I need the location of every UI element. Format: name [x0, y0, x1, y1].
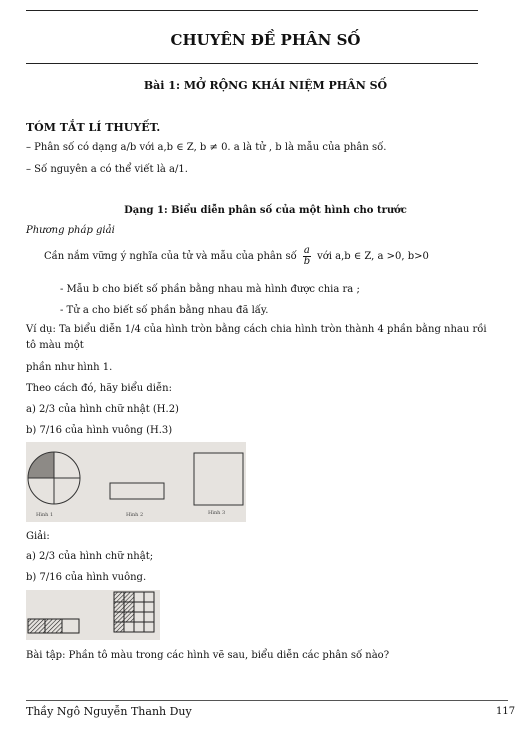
- square-shape: [194, 453, 243, 505]
- footer-author: Thầy Ngô Nguyễn Thanh Duy: [26, 705, 192, 718]
- rectangle-two-thirds: [28, 619, 79, 633]
- fraction-numerator: a: [303, 245, 310, 256]
- figure-solution: [26, 590, 160, 640]
- example-line-1: Ví dụ: Ta biểu diễn 1/4 của hình tròn bằng cách chia hình tròn thành 4 phần bằng nhau rồi: [26, 324, 487, 335]
- intro-line: [44, 246, 429, 267]
- theory-heading: TÓM TẮT LÍ THUYẾT.: [26, 121, 161, 134]
- figure-shapes: [26, 442, 246, 522]
- section-heading: Dạng 1: Biểu diễn phân số của một hình cho trước: [124, 205, 407, 216]
- intro-text-after: với a,b ∈ Z, a >0, b>0: [317, 251, 429, 262]
- figure-label-2: Hình 2: [126, 512, 144, 518]
- intro-text-before: Cần nắm vững ý nghĩa của tử và mẫu của phân số: [44, 251, 297, 262]
- page-number: 117: [496, 706, 516, 717]
- top-rule: [26, 10, 478, 11]
- square-seven-sixteenths: [114, 592, 154, 632]
- circle-quarter-shaded: [28, 452, 80, 504]
- task-b: b) 7/16 của hình vuông (H.3): [26, 425, 173, 436]
- theory-line-1: – Phân số có dạng a/b với a,b ∈ Z, b ≠ 0. a là tử , b là mẫu của phân số.: [26, 142, 387, 153]
- rectangle-shape: [110, 483, 164, 499]
- fraction-denominator: b: [303, 256, 311, 267]
- figure-solution-svg: [26, 590, 160, 640]
- task-a: a) 2/3 của hình chữ nhật (H.2): [26, 404, 179, 415]
- footer-rule: [26, 700, 508, 701]
- title-rule: [26, 63, 478, 64]
- bullet-denominator: - Mẫu b cho biết số phần bằng nhau mà hình được chia ra ;: [60, 284, 360, 295]
- solution-heading: Giải:: [26, 531, 50, 542]
- task-line: Theo cách đó, hãy biểu diễn:: [26, 383, 172, 394]
- figure-label-3: Hình 3: [208, 510, 226, 516]
- theory-line-2: – Số nguyên a có thể viết là a/1.: [26, 164, 188, 175]
- solution-b: b) 7/16 của hình vuông.: [26, 572, 147, 583]
- bullet-numerator: - Tử a cho biết số phần bằng nhau đã lấy.: [60, 305, 269, 316]
- solution-a: a) 2/3 của hình chữ nhật;: [26, 551, 154, 562]
- exercise-line: Bài tập: Phần tô màu trong các hình vẽ sau, biểu diễn các phân số nào?: [26, 650, 390, 661]
- fraction-a-over-b: [303, 246, 311, 267]
- method-label: Phương pháp giải: [26, 225, 115, 236]
- page-title: CHUYÊN ĐỀ PHÂN SỐ: [170, 31, 361, 49]
- lesson-title: Bài 1: MỞ RỘNG KHÁI NIỆM PHÂN SỐ: [143, 79, 388, 92]
- example-line-3: phần như hình 1.: [26, 362, 113, 373]
- example-line-2: tô màu một: [26, 340, 84, 351]
- figure-label-1: Hình 1: [36, 512, 54, 518]
